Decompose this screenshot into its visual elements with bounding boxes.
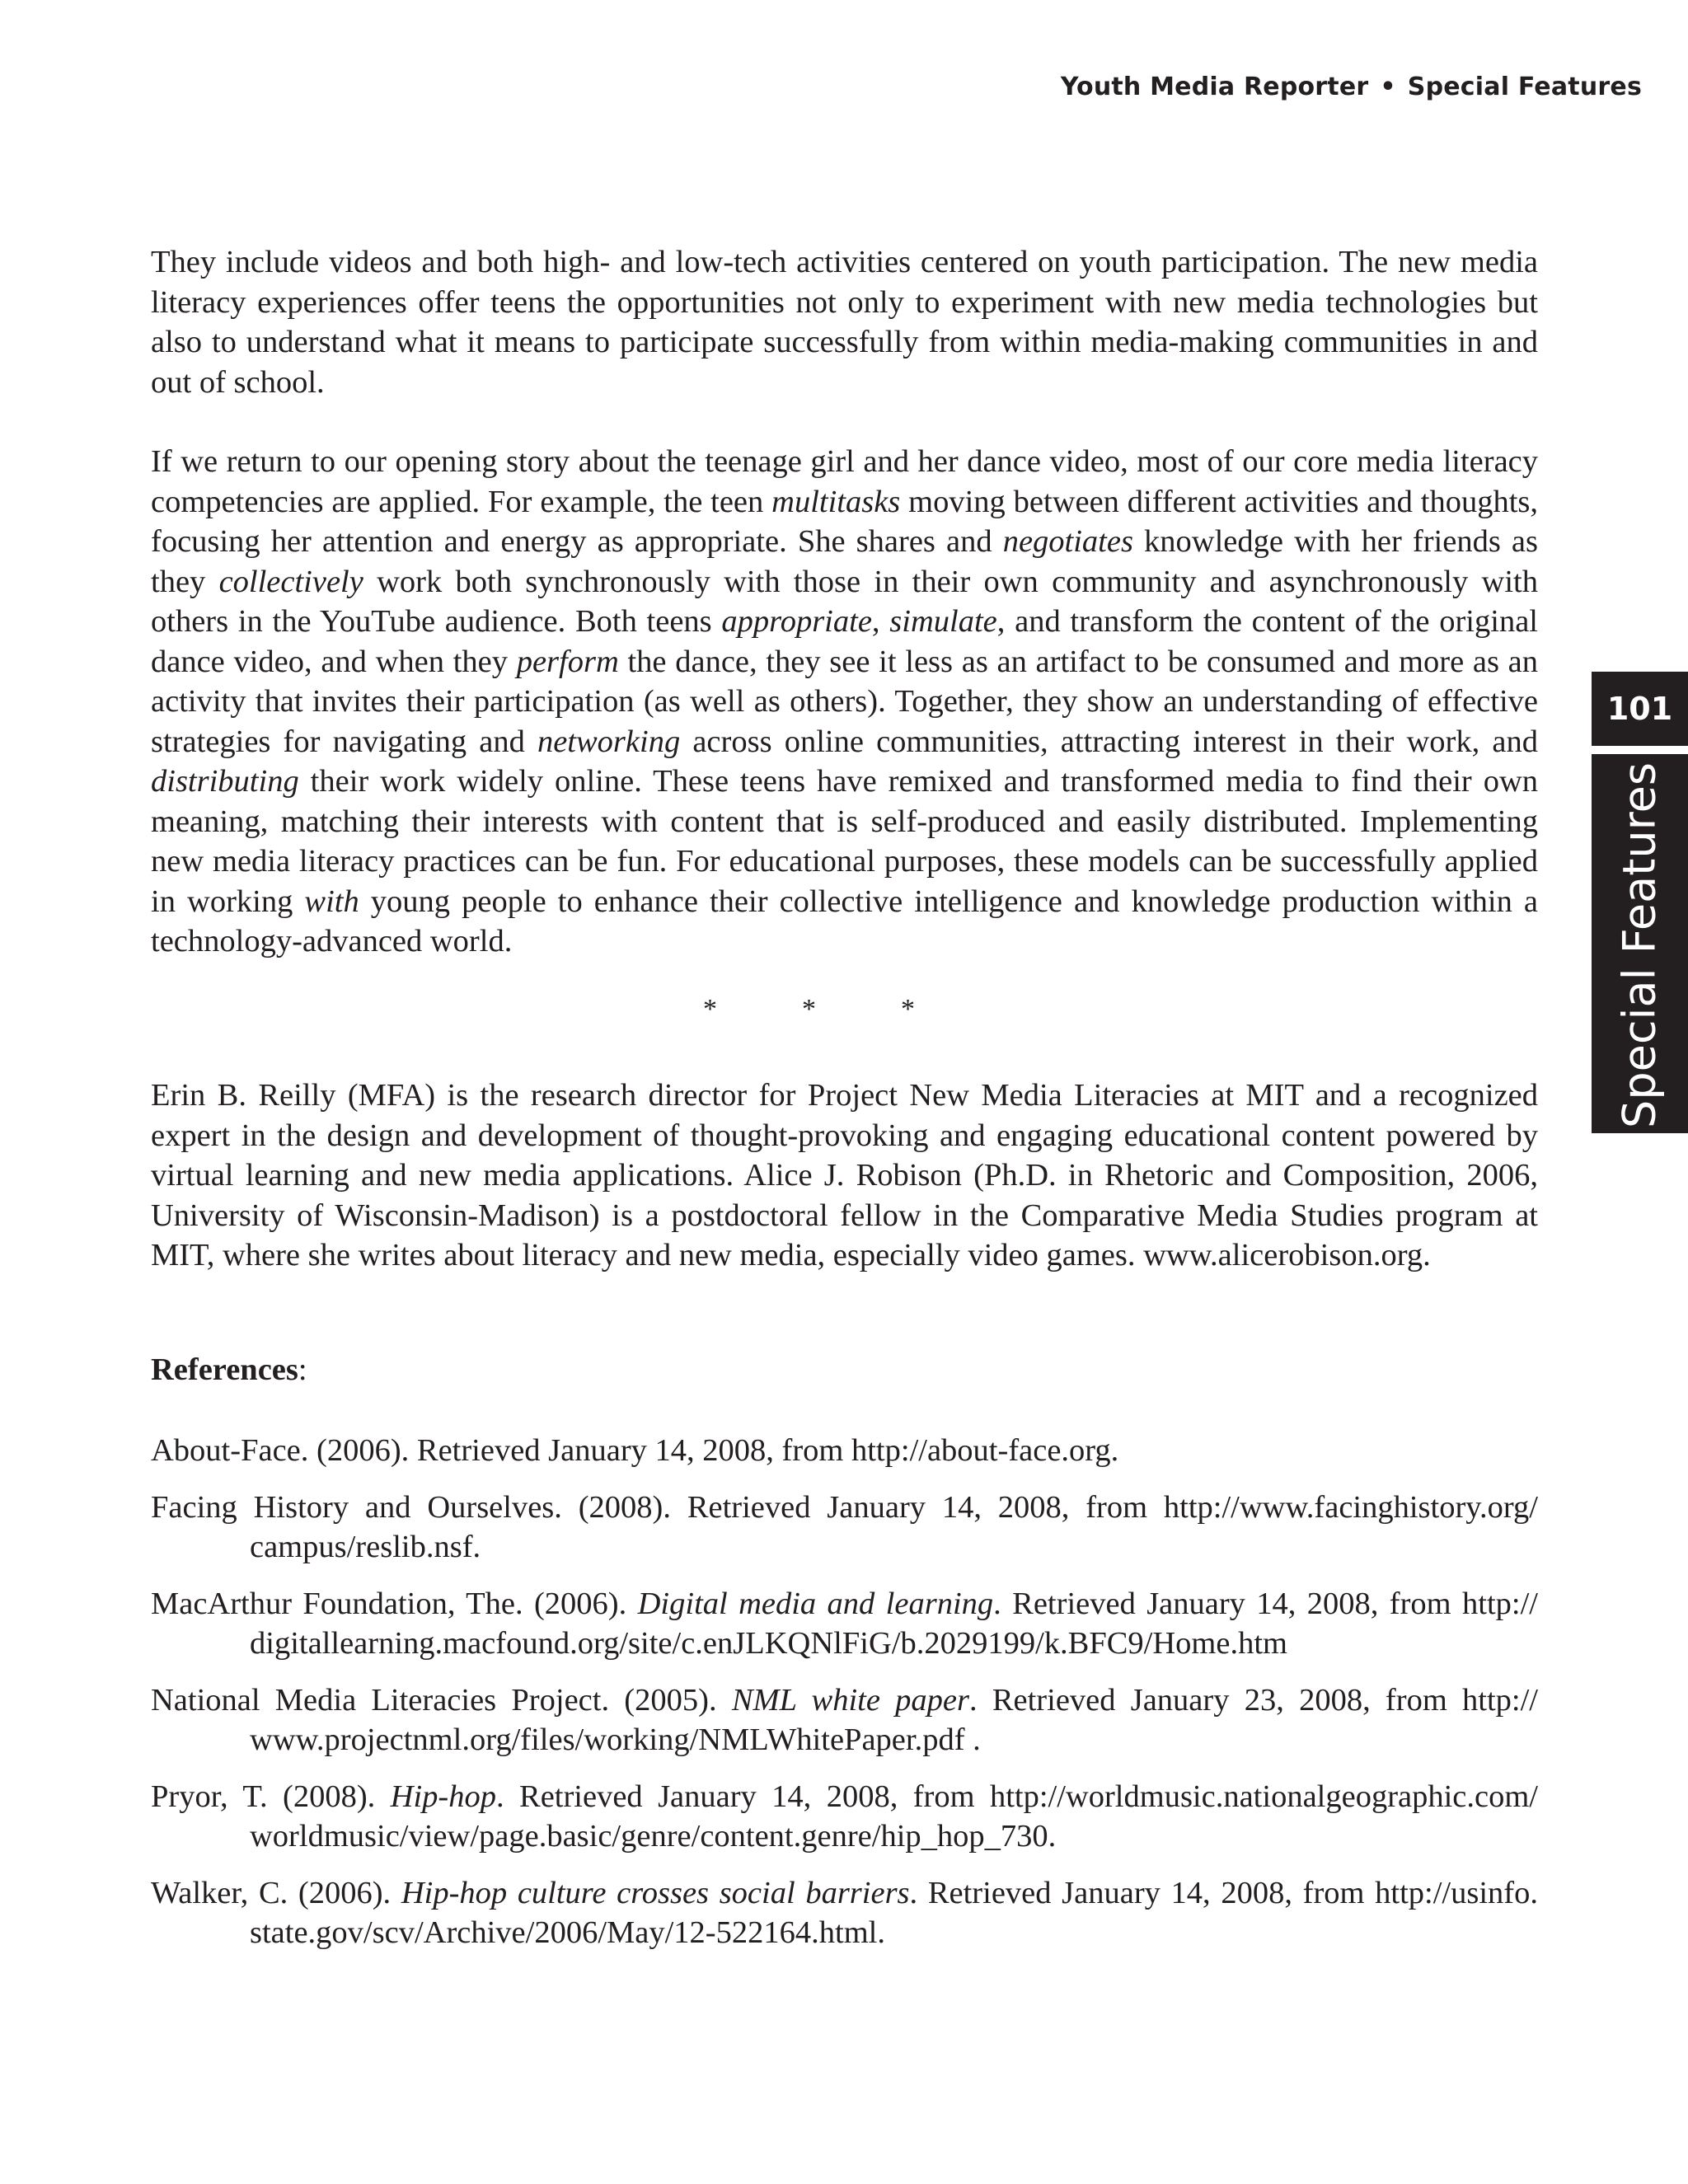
text-run: moving between different activities and thoughts, focusing her attention and energy as appropriate. She shares and: [151, 484, 1539, 559]
page-number: 101: [1592, 672, 1688, 746]
emphasis-text: simulate: [889, 604, 997, 639]
paragraph-text: [151, 242, 1538, 402]
emphasis-text: with: [304, 883, 359, 919]
section-label-box: [1592, 757, 1688, 1133]
text-run: About-Face. (2006). Retrieved January 14, 2008, from http://about-face.org.: [151, 1433, 1119, 1468]
paragraph-text: [151, 442, 1538, 962]
emphasis-text: negotiates: [1002, 524, 1133, 559]
text-run: Erin B. Reilly (MFA) is the research director for Project New Media Literacies at MIT and a recognized expert in the design and development of thought-provoking and engaging educational content powered by virtual learning and new media applications. Alice J. Robison (Ph.D. in Rhetoric and Composition, 2006, University of Wisconsin-Madison) is a postdoctoral fellow in the Comparative Media Studies program at MIT, where she writes about literacy and new media, especially video games. www.alicerobison.org.: [151, 1078, 1538, 1272]
bio-text: [151, 1076, 1538, 1276]
emphasis-text: NML white paper: [731, 1682, 969, 1718]
emphasis-text: Digital media and learning: [637, 1586, 994, 1621]
text-run: National Media Literacies Project. (2005).: [151, 1682, 732, 1718]
reference-entry: [151, 1488, 1538, 1568]
header-bullet: •: [1380, 73, 1396, 101]
references-heading-label: References: [151, 1352, 298, 1387]
reference-entry: [151, 1431, 1538, 1471]
emphasis-text: perform: [516, 644, 619, 679]
section-title: Special Features: [1407, 73, 1642, 101]
section-side-tab: [1592, 672, 1688, 1133]
emphasis-text: networking: [537, 724, 681, 759]
separator-star: *: [901, 994, 915, 1024]
reference-entry: [151, 1680, 1538, 1760]
section-label: Special Features: [1613, 762, 1666, 1128]
text-run: work both synchronously with those in their own community and asynchronously with others in the YouTube audience. Both teens: [151, 564, 1538, 639]
text-run: . Retrieved January 14, 2008, from http://worldmusic.nationalgeographic.com/ worldmusic/view/page.basic/genre/content.genre/hip_hop_730.: [250, 1779, 1538, 1854]
text-run: . Retrieved January 14, 2008, from http:// digitallearning.macfound.org/site/c.enJLKQNlFiG/b.2029199/k.BFC9/Home.htm: [250, 1586, 1538, 1661]
body-paragraph-1: [151, 242, 1538, 402]
author-bio: [151, 1076, 1538, 1276]
section-separator: [703, 994, 1000, 1025]
text-run: , and transform the content of the original dance video, and when they: [151, 604, 1538, 679]
text-run: Walker, C. (2006).: [151, 1875, 401, 1910]
separator-star: *: [802, 994, 816, 1024]
reference-entry: [151, 1777, 1538, 1857]
emphasis-text: appropriate: [721, 604, 872, 639]
text-run: ,: [871, 604, 890, 639]
text-run: . Retrieved January 14, 2008, from http://usinfo. state.gov/scv/Archive/2006/May/12-522164.html.: [250, 1875, 1538, 1950]
separator-star: *: [703, 994, 717, 1024]
emphasis-text: distributing: [151, 764, 299, 799]
text-run: the dance, they see it less as an artifact to be consumed and more as an activity that invites their participation (as well as others). Together, they show an understanding of effective strategies for navigating and: [151, 644, 1538, 759]
publication-title: Youth Media Reporter: [1060, 73, 1369, 101]
text-run: If we return to our opening story about the teenage girl and her dance video, most of our core media literacy competencies are applied. For example, the teen: [151, 444, 1538, 519]
text-run: across online communities, attracting interest in their work, and: [680, 724, 1538, 759]
text-run: Facing History and Ourselves. (2008). Retrieved January 14, 2008, from http://www.facinghistory.org/ campus/reslib.nsf.: [151, 1489, 1538, 1564]
text-run: knowledge with her friends as they: [151, 524, 1538, 599]
text-run: young people to enhance their collective intelligence and knowledge production within a technology-advanced world.: [151, 883, 1538, 958]
running-header: [1061, 73, 1642, 101]
emphasis-text: multitasks: [771, 484, 901, 519]
body-paragraph-2: [151, 442, 1538, 962]
text-run: Pryor, T. (2008).: [151, 1779, 391, 1814]
emphasis-text: collectively: [218, 564, 363, 599]
reference-entry: [151, 1584, 1538, 1664]
references-heading-colon: :: [298, 1352, 307, 1387]
emphasis-text: Hip-hop culture crosses social barriers: [401, 1875, 910, 1910]
reference-entry: [151, 1873, 1538, 1953]
text-run: . Retrieved January 23, 2008, from http:// www.projectnml.org/files/working/NMLWhitePaper.pdf .: [250, 1682, 1538, 1757]
text-run: MacArthur Foundation, The. (2006).: [151, 1586, 638, 1621]
text-run: their work widely online. These teens have remixed and transformed media to find their own meaning, matching their interests with content that is self-produced and easily distributed. Implementing new media literacy practices can be fun. For educational purposes, these models can be successfully applied in working: [151, 764, 1538, 919]
emphasis-text: Hip-hop: [390, 1779, 496, 1814]
references-heading: [151, 1352, 307, 1388]
text-run: They include videos and both high- and low-tech activities centered on youth participation. The new media literacy experiences offer teens the opportunities not only to experiment with new media technologies but also to understand what it means to participate successfully from within media-making communities in and out of school.: [151, 245, 1538, 400]
references-list: [151, 1431, 1538, 1970]
